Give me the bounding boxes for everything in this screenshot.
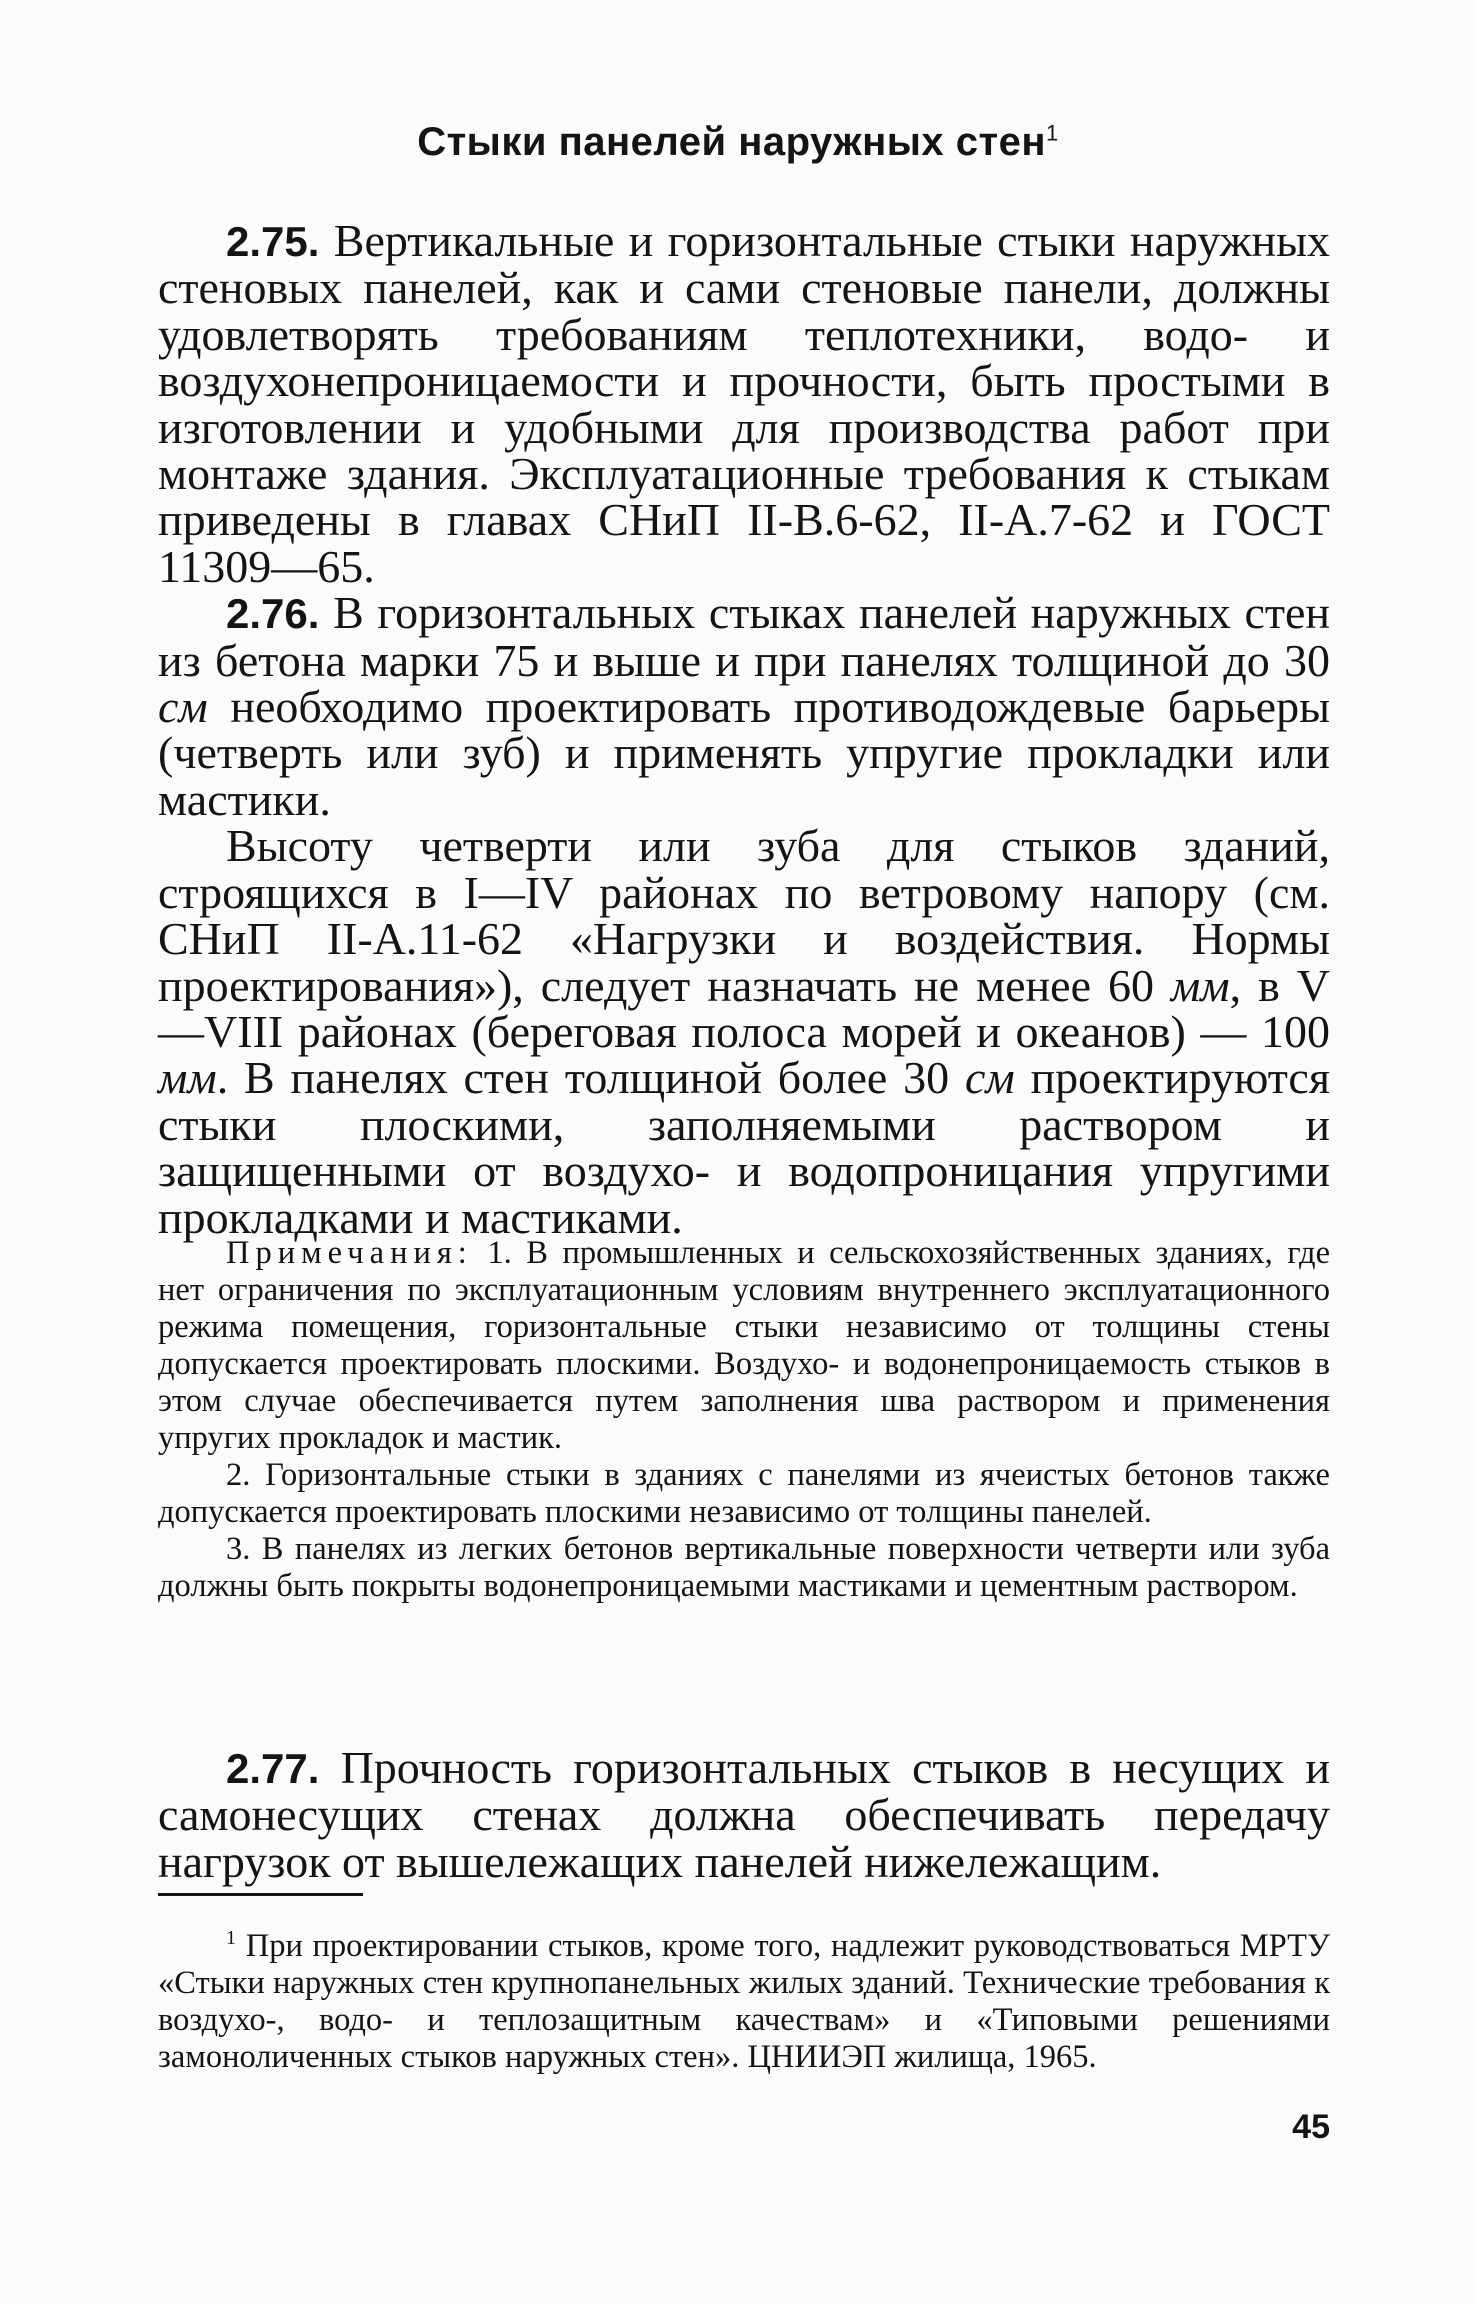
- note-3: 3. В панелях из легких бетонов вертикальные поверхности четверти или зуба должны быть покрыты водонепроницаемыми мастиками и цементным раствором.: [158, 1531, 1330, 1604]
- paragraph-text: Прочность горизонтальных стыков в несущих и самонесущих стенах должна обеспечивать передачу нагрузок от вышележащих панелей нижележащим.: [158, 1742, 1331, 1887]
- paragraph-2-77: [158, 1742, 1331, 1887]
- unit-mm: мм: [158, 1052, 217, 1104]
- footnote: [158, 1920, 1330, 2076]
- heading-footnote-mark: 1: [1046, 120, 1059, 146]
- footnote-text-block: [158, 1920, 1330, 2076]
- unit-cm: см: [158, 681, 208, 733]
- paragraph-2-76-continued: [158, 820, 1331, 1243]
- page-number: 45: [1292, 2108, 1330, 2146]
- paragraph-text: Высоту четверти или зуба для стыков зданий, строящихся в I—IV районах по ветровому напору (см. СНиП II-А.11-62 «Нагрузки и воздействия. Нормы проектирования»), следует назначать не менее 60: [158, 820, 1330, 1011]
- main-text: [158, 215, 1331, 1243]
- paragraph-text: Вертикальные и горизонтальные стыки наружных стеновых панелей, как и сами стеновые панели, должны удовлетворять требованиям теплотехники, водо- и воздухонепроницаемости и прочности, быть простыми в изготовлении и удобными для производства работ при монтаже здания. Эксплуатационные требования к стыкам приведены в главах СНиП II-В.6-62, II-А.7-62 и ГОСТ 11309—65.: [158, 215, 1331, 592]
- note-text: 1. В промышленных и сельскохозяйственных зданиях, где нет ограничения по эксплуатационным условиям внутреннего эксплуатационного режима помещения, горизонтальные стыки независимо от толщины стены допускается проектировать плоскими. Воздухо- и водонепроницаемость стыков в этом случае обеспечивается путем заполнения шва раствором и применения упругих прокладок и мастик.: [158, 1235, 1331, 1456]
- paragraph-text: проектируются стыки плоскими, заполняемыми раствором и защищенными от воздухо- и водопроницания упругими прокладками и мастиками.: [158, 1052, 1331, 1243]
- notes-block: [158, 1235, 1330, 1605]
- paragraph-text: необходимо проектировать противодождевые барьеры (четверть или зуб) и применять упругие прокладки или мастики.: [158, 681, 1331, 825]
- heading-title: Стыки панелей наружных стен: [417, 120, 1047, 164]
- paragraph-number: 2.77.: [226, 1745, 320, 1792]
- paragraph-text: . В панелях стен толщиной более 30: [216, 1052, 950, 1104]
- paragraph-2-75: [158, 215, 1331, 592]
- paragraph-2-76: [158, 587, 1331, 825]
- unit-mm: мм: [1170, 959, 1230, 1011]
- paragraph-text: , в V—VIII районах (береговая полоса морей и океанов) — 100: [158, 959, 1330, 1057]
- note-2: 2. Горизонтальные стыки в зданиях с панелями из ячеистых бетонов также допускается проектировать плоскими независимо от толщины панелей.: [158, 1457, 1330, 1530]
- footnote-text: При проектировании стыков, кроме того, надлежит руководствоваться МРТУ «Стыки наружных стен крупнопанельных жилых зданий. Технические требования к воздухо-, водо- и теплозащитным качествам» и «Типовыми решениями замоноличенных стыков наружных стен». ЦНИИЭП жилища, 1965.: [158, 1927, 1331, 2075]
- paragraph-number: 2.75.: [226, 218, 320, 265]
- paragraph-text: В горизонтальных стыках панелей наружных стен из бетона марки 75 и выше и при панелях толщиной до 30: [158, 587, 1331, 686]
- paragraph-2-77-block: [158, 1742, 1331, 1887]
- notes-label: Примечания:: [226, 1235, 473, 1271]
- unit-cm: см: [964, 1052, 1015, 1104]
- footnote-mark: 1: [226, 1927, 236, 1949]
- section-heading: [0, 120, 1476, 165]
- paragraph-number: 2.76.: [226, 590, 320, 638]
- footnote-divider: [158, 1893, 363, 1896]
- note-1: [158, 1235, 1330, 1457]
